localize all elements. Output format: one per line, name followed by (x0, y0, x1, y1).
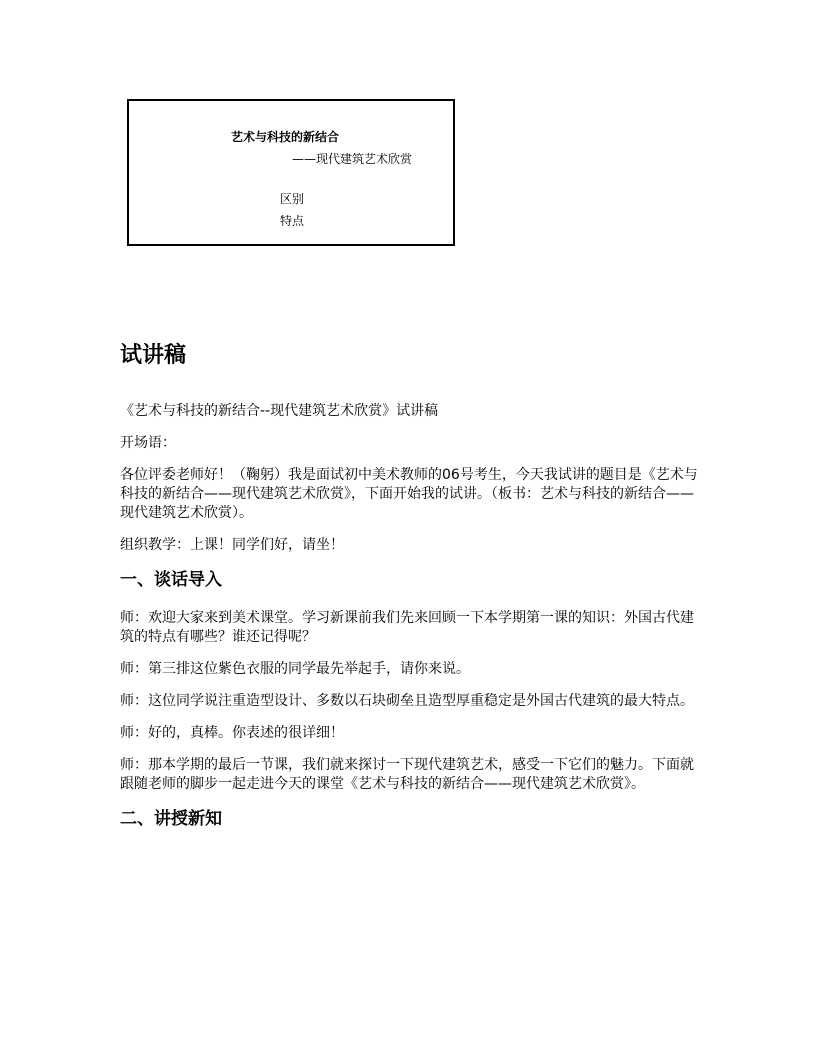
board-point-difference: 区别 (280, 192, 305, 206)
dialogue-paragraph: 师：那本学期的最后一节课，我们就来探讨一下现代建筑艺术，感受一下它们的魅力。下面就跟随老师的脚步一起走进今天的课堂《艺术与科技的新结合——现代建筑艺术欣赏》。 (120, 757, 694, 792)
board-title: 艺术与科技的新结合 (231, 130, 340, 144)
dialogue-paragraph: 师：欢迎大家来到美术课堂。学习新课前我们先来回顾一下本学期第一课的知识：外国古代建筑的特点有哪些？谁还记得呢？ (120, 610, 694, 645)
board-subtitle: ——现代建筑艺术欣赏 (292, 152, 413, 166)
opening-label: 开场语： (120, 435, 176, 451)
section-heading-new-knowledge: 二、讲授新知 (120, 809, 222, 829)
opening-paragraph: 各位评委老师好！（鞠躬）我是面试初中美术教师的06号考生，今天我试讲的题目是《艺术与科技的新结合——现代建筑艺术欣赏》，下面开始我的试讲。（板书：艺术与科技的新结合——现代建筑艺术欣赏）。 (120, 467, 698, 521)
organize-teaching: 组织教学：上课！同学们好，请坐！ (120, 537, 344, 553)
subject-line: 《艺术与科技的新结合--现代建筑艺术欣赏》试讲稿 (120, 403, 439, 419)
section-heading-intro: 一、谈话导入 (120, 570, 222, 590)
board-point-features: 特点 (280, 214, 305, 228)
dialogue-paragraph: 师：第三排这位紫色衣服的同学最先举起手，请你来说。 (120, 661, 470, 677)
document-title: 试讲稿 (120, 343, 187, 368)
blackboard-outline-box (127, 99, 455, 246)
document-body (120, 340, 705, 848)
dialogue-paragraph: 师：这位同学说注重造型设计、多数以石块砌垒且造型厚重稳定是外国古代建筑的最大特点。 (120, 693, 694, 709)
dialogue-paragraph: 师：好的，真棒。你表述的很详细！ (120, 725, 344, 741)
